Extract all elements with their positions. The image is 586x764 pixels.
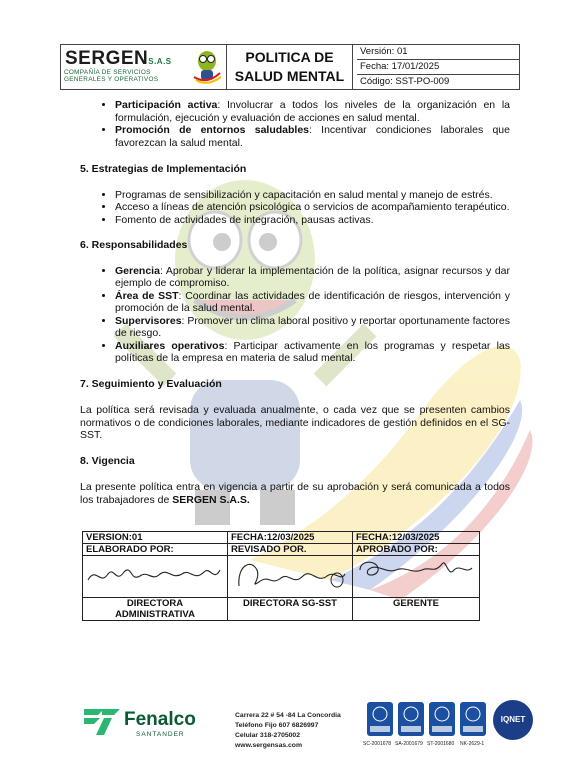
item-text: : Coordinar las actividades de identificación de riesgos, intervención y promoción de la salud mental.	[115, 289, 510, 314]
website-link[interactable]: www.sergensas.com	[235, 742, 302, 749]
address: Carrera 22 # 54 -84 La Concordia	[235, 712, 341, 719]
item-text: : Aprobar y liderar la implementación de la política, asignar recursos y dar ejemplo de compromiso.	[115, 264, 510, 289]
company-contact	[235, 711, 341, 751]
cellphone: Celular 318-2705002	[235, 732, 300, 739]
sig-role-3: GERENTE	[353, 598, 480, 621]
list-item	[115, 315, 510, 340]
list-item	[115, 340, 510, 365]
list-item: • Programas de sensibilización y capacitación en salud mental y manejo de estrés.	[115, 189, 510, 202]
cert-code-2: SA-2001679	[395, 741, 423, 747]
sig-role-1: DIRECTORA ADMINISTRATIVA	[83, 598, 228, 621]
meta-version: Versión: 01	[357, 45, 519, 60]
company-logo	[61, 45, 227, 90]
cert-code-3: ST-2001680	[427, 741, 455, 747]
item-term: Promoción de entornos saludables	[115, 124, 309, 136]
item-term: Auxiliares operativos	[115, 339, 225, 352]
item-text: : Involucrar a todos los niveles de la organización en la formulación, ejecución y evaluación de acciones en salud mental.	[115, 99, 510, 124]
section-7-text: La política será revisada y evaluada anualmente, o cada vez que se presenten cambios normativos o de condiciones laborales, mediante indicadores de gestión definidos en el SG-SST.	[80, 404, 510, 441]
sig-reviewed-label: REVISADO POR.	[228, 544, 353, 556]
signature-2	[228, 556, 353, 598]
section-6-list	[80, 265, 510, 365]
item-text: : Incentivar condiciones laborales que favorezcan la salud mental.	[115, 124, 510, 149]
sig-role-2: DIRECTORA SG-SST	[228, 598, 353, 621]
intro-list	[80, 99, 510, 149]
item-term: Participación activa	[115, 99, 218, 111]
meta-date: Fecha: 17/01/2025	[357, 60, 519, 75]
document-body	[80, 99, 510, 506]
section-5-list	[80, 189, 510, 227]
title-line-1: POLITICA DE	[245, 49, 334, 65]
fenalco-name: Fenalco	[124, 709, 196, 730]
signature-3	[353, 556, 480, 598]
sig-version: VERSION:01	[83, 532, 228, 544]
certification-badge-icon	[367, 702, 393, 736]
certification-badge-icon	[429, 702, 455, 736]
document-meta	[353, 45, 520, 90]
signature-table	[82, 531, 480, 621]
list-item	[115, 124, 510, 149]
sig-approved-label: APROBADO POR:	[353, 544, 480, 556]
fenalco-sub: SANTANDER	[136, 731, 185, 738]
company-name: SERGEN S.A.S.	[172, 493, 250, 506]
document-header	[60, 44, 520, 90]
brand-tagline-2: GENERALES Y OPERATIVOS	[64, 76, 159, 83]
cert-code-1: SC-2001678	[363, 741, 392, 747]
cert-code-4: NK-2629-1	[460, 741, 485, 747]
sig-date-1: FECHA:12/03/2025	[228, 532, 353, 544]
section-8-body: La presente política entra en vigencia a partir de su aprobación y será comunicada a todos los trabajadores de	[80, 481, 510, 506]
item-term: Gerencia	[115, 264, 160, 277]
sig-elaborated-label: ELABORADO POR:	[83, 544, 228, 556]
phone: Teléfono Fijo 607 6826997	[235, 722, 319, 729]
item-text: : Promover un clima laboral positivo y reportar oportunamente factores de riesgo.	[115, 314, 510, 339]
certification-badge-icon	[460, 702, 486, 736]
fenalco-logo-icon	[82, 705, 122, 737]
section-8-heading: 8. Vigencia	[80, 454, 135, 467]
item-text: : Participar activamente en los programas y respetar las políticas de la empresa en materia de salud mental.	[115, 339, 510, 364]
section-6-heading: 6. Responsabilidades	[80, 239, 188, 251]
list-item	[115, 265, 510, 290]
list-item: • Fomento de actividades de integración, pausas activas.	[115, 214, 510, 227]
brand-tagline-1: COMPAÑÍA DE SERVICIOS	[64, 69, 151, 76]
item-term: Supervisores	[115, 314, 182, 327]
sig-date-2: FECHA:12/03/2025	[353, 532, 480, 544]
mascot-icon	[192, 47, 222, 85]
list-item: • Acceso a líneas de atención psicológica o servicios de acompañamiento terapéutico.	[115, 201, 510, 214]
document-title	[227, 45, 353, 90]
signature-1	[83, 556, 228, 598]
brand-suffix: S.A.S	[148, 57, 172, 66]
meta-code: Código: SST-PO-009	[360, 76, 450, 87]
title-line-2: SALUD MENTAL	[234, 68, 345, 84]
section-7-heading: 7. Seguimiento y Evaluación	[80, 377, 222, 390]
list-item	[115, 290, 510, 315]
list-item	[115, 99, 510, 124]
certification-badge-icon	[398, 702, 424, 736]
item-term: Área de SST	[115, 289, 179, 302]
iqnet-badge: IQNET	[493, 700, 533, 740]
brand-name: SERGEN	[65, 48, 149, 69]
section-5-heading: 5. Estrategias de Implementación	[80, 163, 247, 175]
section-8-text	[80, 481, 510, 506]
